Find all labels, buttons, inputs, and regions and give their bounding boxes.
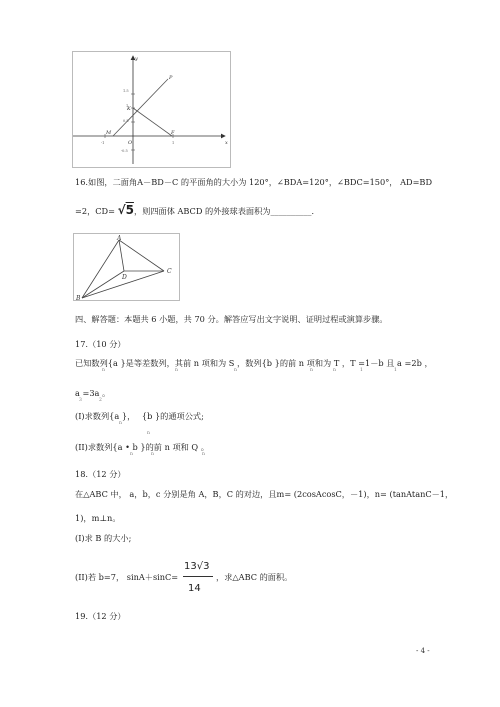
tetrahedron-figure (73, 233, 180, 301)
q18-line1: 在△ABC 中， a，b，c 分别是角 A，B，C 的对边，且m= (2cosAcosC，－1)，n= (tanAtanC－1， (75, 489, 454, 499)
sqrt-symbol: √ (117, 203, 126, 217)
q16-cd-text: =2，CD= (75, 206, 115, 216)
q17-sub-6: 1 (360, 368, 363, 373)
q17-part1-sub: n (119, 421, 122, 426)
q17-part1-a: (I)求数列{a }， (75, 411, 136, 421)
q17-part2-sub-2: n (151, 452, 154, 457)
q17-line2: a =3a 。 (75, 388, 111, 398)
point-p-label: P (169, 75, 173, 81)
q19-title: 19.（12 分） (75, 611, 126, 621)
fraction-denominator: 14 (188, 583, 201, 594)
q17-sub-2: n (175, 368, 178, 373)
tick-y-1: 1 (126, 104, 129, 108)
tetrahedron-svg (74, 234, 179, 300)
q17-sub-3: n (234, 368, 237, 373)
sqrt-value: 5 (125, 203, 134, 217)
coordinate-graph-svg (73, 52, 230, 167)
tick-y-0.5: 0.5 (123, 119, 129, 123)
q16-end: ． (311, 206, 320, 216)
tick-x-1: 1 (172, 141, 175, 145)
q17-title: 17.（10 分） (75, 339, 126, 349)
page-number: - 4 - (416, 647, 430, 655)
coordinate-graph-figure (72, 51, 231, 168)
fraction-bar (183, 576, 213, 577)
q17-line2-sub-2: 2 (99, 398, 102, 403)
line-kf (133, 108, 172, 136)
q17-sub-1: n (102, 368, 105, 373)
q17-part1-sub2: n (147, 431, 150, 436)
point-o-label: O (128, 140, 133, 146)
q17-sub-7: 1 (394, 368, 397, 373)
tick-x-neg-1: -1 (101, 141, 105, 145)
q18-part2-a: (II)若 b=7， sinA＋sinC= (75, 572, 179, 582)
vertex-c-label: C (167, 268, 172, 275)
q16-question-text: ，则四面体 ABCD 的外接球表面积为 (133, 206, 271, 216)
q17-part1 (75, 411, 204, 421)
q16-line1: 16.如图，二面角A－BD－C 的平面角的大小为 120°，∠BDA=120°，∠BDC=150°， AD=BD (75, 177, 433, 187)
point-k-label: K (127, 106, 131, 112)
tick-y-1.5: 1.5 (123, 89, 129, 93)
q18-line2: 1)，m⊥n。 (75, 513, 121, 523)
point-m-label: M (106, 130, 112, 136)
x-axis-label: x (225, 140, 228, 146)
q17-sub-4: n (310, 368, 313, 373)
q17-part2: (II)求数列{a • b }的前 n 项和 Q 。 (75, 442, 209, 452)
q17-part1-b: {b }的通项公式; (141, 411, 204, 421)
q17-line1: 已知数列{a }是等差数列，其前 n 项和为 S ，数列{b }的前 n 项和为 T ，T =1－b 且 a =2b ， (75, 358, 433, 368)
q18-part2-b: ，求△ABC 的面积。 (216, 572, 293, 582)
q17-sub-5: n (333, 368, 336, 373)
q17-part2-sub-1: n (130, 452, 133, 457)
vertex-d-label: D (122, 274, 127, 281)
y-axis-label: y (135, 56, 138, 62)
q18-part1: (I)求 B 的大小; (75, 533, 132, 543)
q17-line2-sub-1: 3 (79, 398, 82, 403)
answer-blank: __________ (270, 206, 312, 216)
fraction-numerator: 13√3 (184, 561, 210, 572)
q17-part2-sub-3: n (202, 452, 205, 457)
q16-line2 (75, 205, 320, 216)
q18-title: 18.（12 分） (75, 469, 126, 479)
vertex-a-label: A (117, 235, 122, 242)
point-f-label: F (171, 130, 175, 136)
vertex-b-label: B (76, 295, 81, 300)
tick-y-neg-0.5: -0.5 (121, 149, 128, 153)
section-header: 四、解答题：本题共 6 小题，共 70 分。解答应写出文字说明、证明过程或演算步骤。 (75, 314, 388, 324)
